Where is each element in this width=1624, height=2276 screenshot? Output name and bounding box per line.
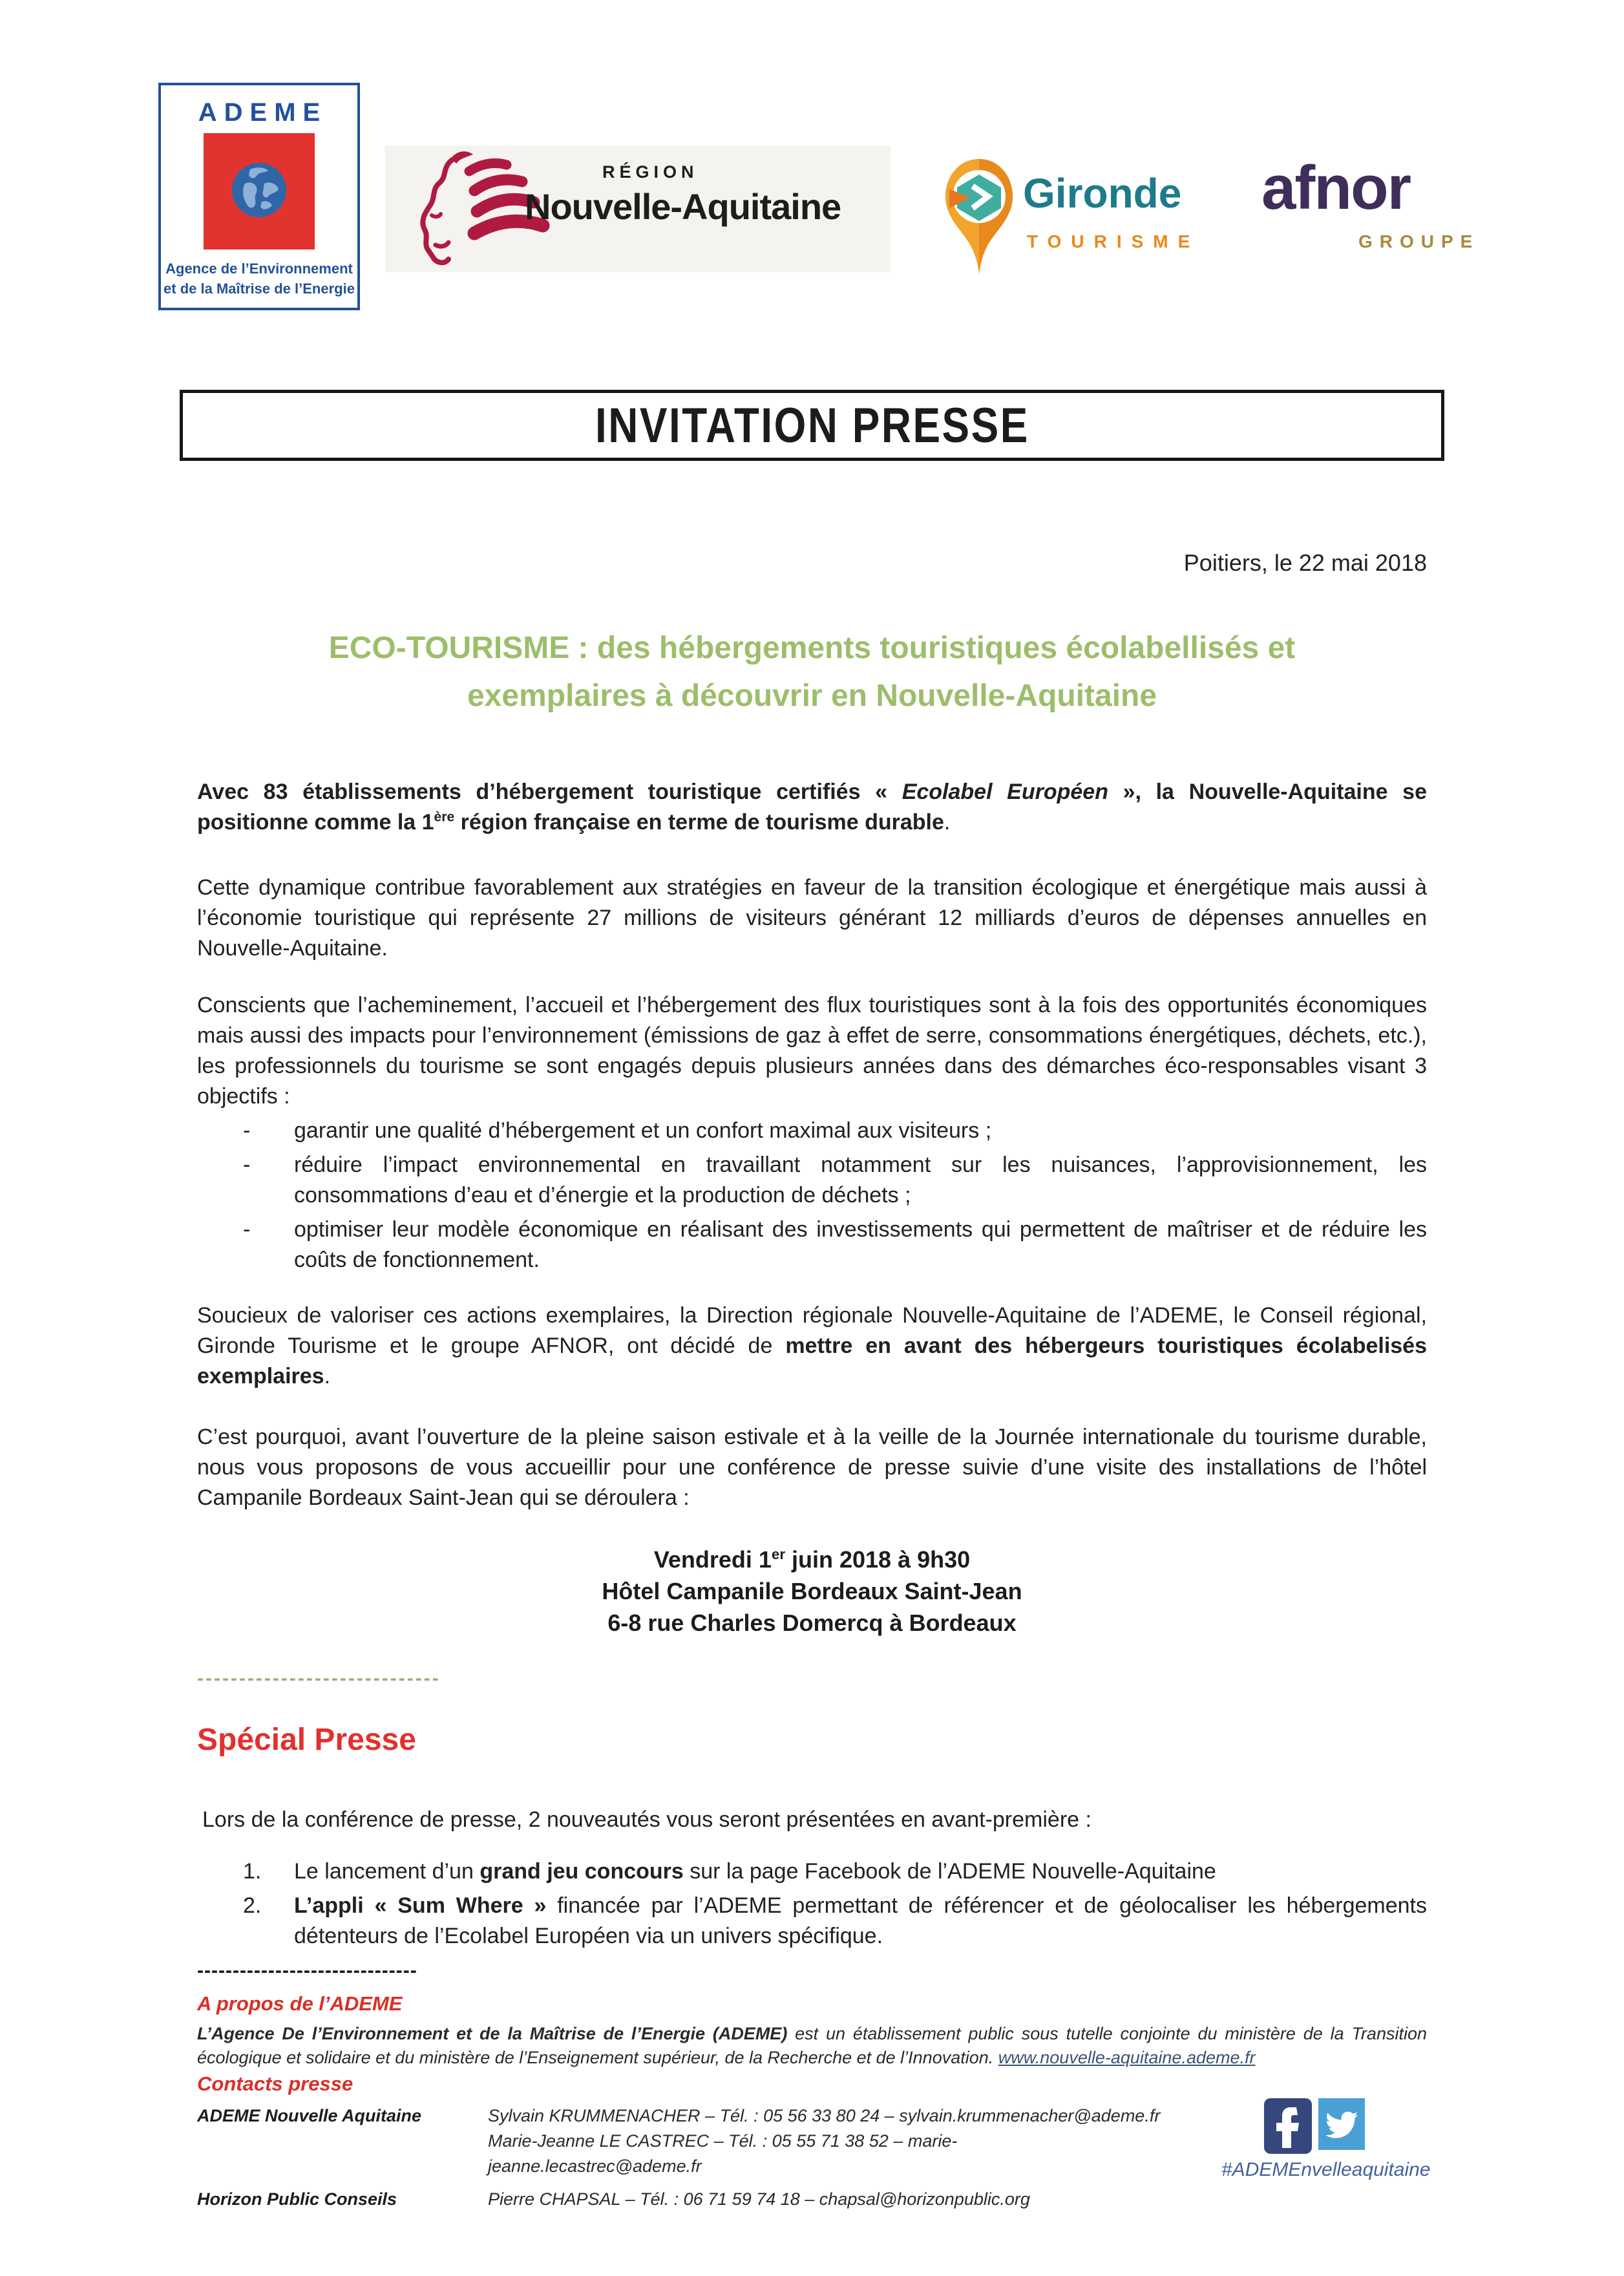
- contact-line: Sylvain KRUMMENACHER – Tél. : 05 56 33 80 24 – sylvain.krummenacher@ademe.fr: [488, 2106, 1161, 2125]
- globe-icon: [231, 162, 288, 222]
- facebook-icon[interactable]: [1264, 2098, 1312, 2157]
- special-presse-intro: Lors de la conférence de presse, 2 nouveautés vous seront présentées en avant-première :: [202, 1807, 1091, 1832]
- paragraph-dynamique: Cette dynamique contribue favorablement aux stratégies en faveur de la transition écologique et énergétique mais aussi à l’économie touristique qui représente 27 millions de visiteurs générant 12 milliards d’euros de dépenses annuelles en Nouvelle-Aquitaine.: [197, 875, 1427, 961]
- afnor-groupe-logo: [1261, 153, 1484, 272]
- paragraph-conference: C’est pourquoi, avant l’ouverture de la pleine saison estivale et à la veille de la Journée internationale du tourisme durable, nous vous proposons de vous accueillir pour une conférence de presse suivie d’une visite des installations de l’hôtel Campanile Bordeaux Saint-Jean qui se déroulera :: [197, 1425, 1427, 1510]
- event-venue: Hôtel Campanile Bordeaux Saint-Jean: [602, 1578, 1022, 1604]
- list-item: - garantir une qualité d’hébergement et un confort maximal aux visiteurs ;: [197, 1116, 1427, 1146]
- contact-org-label: ADEME Nouvelle Aquitaine: [197, 2106, 422, 2125]
- press-banner-title: INVITATION PRESSE: [595, 398, 1029, 453]
- region-nouvelle-aquitaine-logo: [385, 145, 891, 272]
- gironde-logo-subtitle: TOURISME: [1027, 231, 1200, 251]
- list-item: - optimiser leur modèle économique en réalisant des investissements qui permettent de maîtriser et de réduire les coûts de fonctionnement.: [197, 1215, 1427, 1275]
- contact-line: Marie-Jeanne LE CASTREC – Tél. : 05 55 71 38 52 – marie-jeanne.lecastrec@ademe.fr: [488, 2131, 958, 2176]
- ademe-logo: [158, 83, 360, 310]
- list-item: - réduire l’impact environnemental en travaillant notamment sur les nuisances, l’approvisionnement, les consommations d’eau et d’énergie et la production de déchets ;: [197, 1150, 1427, 1211]
- press-banner: [180, 390, 1444, 461]
- document-title-line2: exemplaires à découvrir en Nouvelle-Aquitaine: [467, 679, 1157, 713]
- list-item: 1. Le lancement d’un grand jeu concours sur la page Facebook de l’ADEME Nouvelle-Aquitaine: [197, 1856, 1427, 1887]
- paragraph-soucieux: Soucieux de valoriser ces actions exemplaires, la Direction régionale Nouvelle-Aquitaine de l’ADEME, le Conseil régional, Gironde Tourisme et le groupe AFNOR, ont décidé de mettre en avant des hébergeurs touristiques écolabelisés exemplaires.: [197, 1303, 1427, 1388]
- separator-black-dashes: -------------------------------: [197, 1960, 417, 1981]
- afnor-logo-wordmark: afnor: [1261, 153, 1410, 222]
- separator-green-dashes: -----------------------------: [197, 1668, 441, 1689]
- list-number: 1.: [243, 1859, 262, 1884]
- about-ademe-heading: A propos de l’ADEME: [197, 1992, 403, 2015]
- gironde-tourisme-logo: [940, 156, 1218, 279]
- lead-paragraph: Avec 83 établissements d’hébergement touristique certifiés « Ecolabel Européen », la Nouvelle-Aquitaine se positionne comme la 1ère région française en terme de tourisme durable.: [197, 780, 1427, 835]
- ademe-logo-caption: Agence de l’Environnement et de la Maîtrise de l’Energie: [163, 261, 355, 297]
- dateline: Poitiers, le 22 mai 2018: [1183, 549, 1427, 576]
- event-date: Vendredi 1er juin 2018 à 9h30: [653, 1546, 971, 1573]
- region-logo-name: Nouvelle-Aquitaine: [525, 186, 841, 227]
- ecolabel-europeen-emphasis: Ecolabel Européen: [902, 780, 1108, 804]
- list-item: 2. L’appli « Sum Where » financée par l’ADEME permettant de référencer et de géolocaliser les hébergements détenteurs de l’Ecolabel Européen via un univers spécifique.: [197, 1891, 1427, 1952]
- highlight-jeu-concours: grand jeu concours: [480, 1859, 684, 1884]
- ademe-logo-wordmark: ADEME: [198, 98, 328, 127]
- highlight-hebergeurs: mettre en avant des hébergeurs touristiques écolabelisés exemplaires: [197, 1334, 1427, 1388]
- event-address: 6-8 rue Charles Domercq à Bordeaux: [607, 1610, 1017, 1636]
- ademe-red-square: [204, 133, 315, 250]
- paragraph-objectifs: Conscients que l’acheminement, l’accueil et l’hébergement des flux touristiques sont à la fois des opportunités économiques mais aussi des impacts pour l’environnement (émissions de gaz à effet de serre, consommations énergétiques, déchets, etc.), les professionnels du tourisme se sont engagés depuis plusieurs années dans des démarches éco-responsables visant 3 objectifs :: [197, 993, 1427, 1109]
- contact-line: Pierre CHAPSAL – Tél. : 06 71 59 74 18 – chapsal@horizonpublic.org: [488, 2189, 1030, 2209]
- objectives-list: [197, 1116, 1427, 1279]
- map-pin-icon: [940, 156, 1018, 281]
- event-details: [0, 1544, 1624, 1639]
- contact-row-horizon: [197, 2187, 1166, 2212]
- document-title: [0, 624, 1624, 720]
- contact-row-ademe: [197, 2103, 1166, 2179]
- contact-org-label: Horizon Public Conseils: [197, 2189, 397, 2209]
- afnor-logo-subtitle: GROUPE: [1358, 231, 1480, 251]
- about-ademe-text: L’Agence De l’Environnement et de la Maîtrise de l’Energie (ADEME) est un établissement public sous tutelle conjointe du ministère de la Transition écologique et solidaire et du ministère de l’Enseignement supérieur, de la Recherche et de l’Innovation. www.nouvelle-aquitaine.ademe.fr: [197, 2024, 1427, 2067]
- highlight-appli-sum-where: L’appli « Sum Where »: [294, 1893, 547, 1918]
- announcements-list: [197, 1856, 1427, 1955]
- press-contacts: [197, 2103, 1166, 2212]
- list-number: 2.: [243, 1893, 262, 1918]
- dash-bullet: -: [243, 1153, 251, 1177]
- ademe-website-link[interactable]: www.nouvelle-aquitaine.ademe.fr: [998, 2048, 1256, 2067]
- region-logo-small-text: RÉGION: [602, 162, 699, 182]
- dash-bullet: -: [243, 1118, 251, 1143]
- social-icons: [1264, 2098, 1365, 2157]
- special-presse-heading: Spécial Presse: [197, 1723, 416, 1757]
- document-title-line1: ECO-TOURISME : des hébergements touristiques écolabellisés et: [328, 631, 1296, 665]
- gironde-logo-name: Gironde: [1023, 170, 1182, 217]
- hashtag-label: #ADEMEnvelleaquitaine: [1221, 2159, 1431, 2180]
- contacts-presse-heading: Contacts presse: [197, 2072, 353, 2095]
- dash-bullet: -: [243, 1217, 251, 1242]
- twitter-icon[interactable]: [1318, 2098, 1365, 2153]
